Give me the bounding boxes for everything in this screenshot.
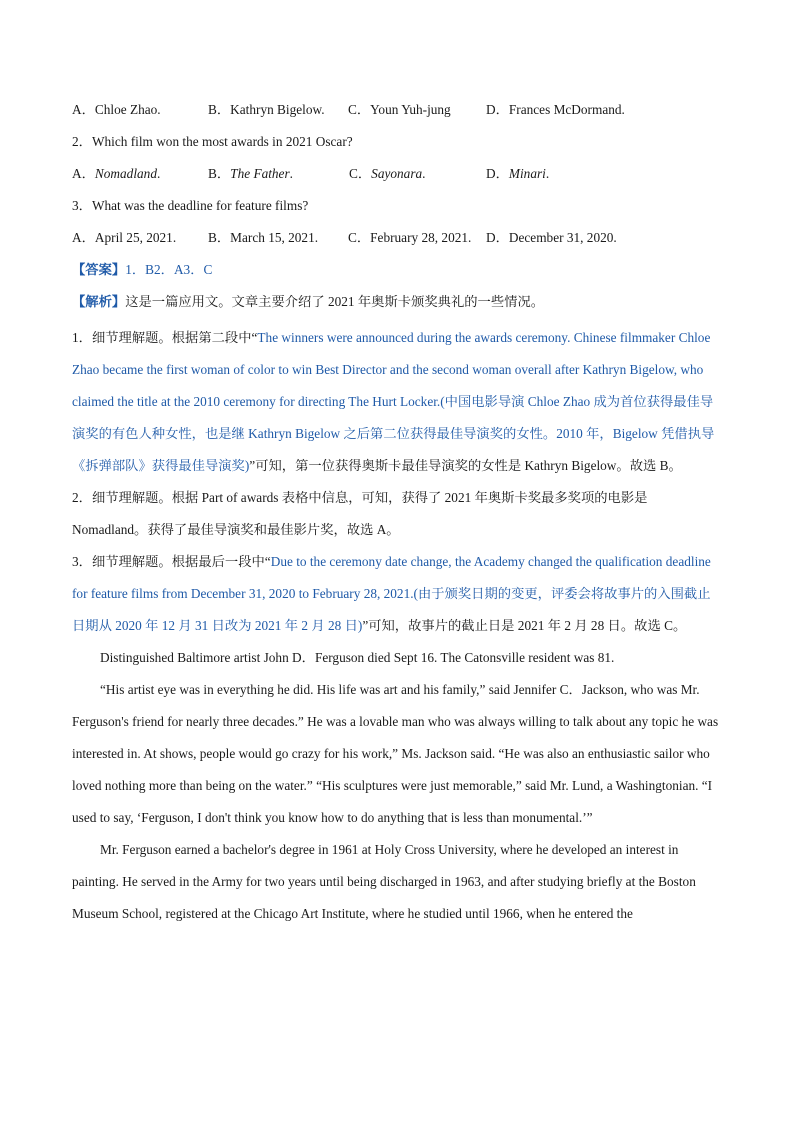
passage-paragraph-3: Mr. Ferguson earned a bachelor's degree in 1961 at Holy Cross University, where he developed an interest in painting. He served in the Army for two years until being discharged in 1963, and after studying briefly at the Boston Museum School, registered at the Chicago Art Institute, where he studied until 1966, when he entered the — [72, 842, 696, 921]
passage — [72, 642, 722, 930]
passage-paragraph-2: “His artist eye was in everything he did. His life was art and his family,” said Jennifer C．Jackson, who was Mr. Ferguson's friend for nearly three decades.” He was a lovable man who was always willing to talk about any topic he was interested in. At shows, people would go crazy for his work,” Ms. Jackson said. “He was also an enthusiastic sailor who loved nothing more than being on the water.” “His sculptures were just memorable,” said Mr. Lund, a Washingtonian. “I used to say, ‘Ferguson, I don't think you know how to do anything that is less than monumental.’” — [72, 682, 719, 825]
analysis-item-2-text: 2．细节理解题。根据 Part of awards 表格中信息，可知，获得了 2021 年奥斯卡奖最多奖项的电影是 Nomadland。获得了最佳导演奖和最佳影片奖，故选 A。 — [72, 490, 648, 537]
question-2-stem: 2．Which film won the most awards in 2021 Oscar? — [72, 134, 353, 149]
answer-line — [72, 258, 722, 290]
q3-option-c[interactable]: C．February 28, 2021. — [348, 230, 472, 245]
q2-option-d-text: Minari — [508, 166, 546, 181]
q2-option-c-end: . — [422, 166, 426, 181]
q3-option-d[interactable]: D．December 31, 2020. — [486, 230, 617, 245]
q1-option-d[interactable]: D．Frances McDormand. — [486, 102, 625, 117]
q1-option-a[interactable]: A．Chloe Zhao. — [72, 102, 161, 117]
document-page — [72, 98, 722, 930]
answer-tag: 【答案】 — [72, 262, 126, 277]
q2-option-a-letter: A． — [72, 166, 95, 181]
q2-option-b-end: . — [289, 166, 293, 181]
q2-option-c[interactable] — [349, 162, 486, 194]
analysis-item-3-suffix: ”可知，故事片的截止日是 2021 年 2 月 28 日。故选 C。 — [362, 618, 687, 633]
q2-option-b[interactable] — [208, 162, 349, 194]
analysis-tag: 【解析】 — [72, 294, 126, 309]
question-3-stem: 3．What was the deadline for feature films? — [72, 198, 309, 213]
analysis-intro-line — [72, 290, 722, 322]
q2-option-b-text: The Father — [230, 166, 290, 181]
analysis-item-1 — [72, 322, 722, 482]
analysis-item-3-prefix: 3．细节理解题。根据最后一段中“ — [72, 554, 271, 569]
passage-paragraph-1: Distinguished Baltimore artist John D．Ferguson died Sept 16. The Catonsville resident was 81. — [100, 650, 615, 665]
q2-option-c-text: Sayonara — [371, 166, 423, 181]
analysis-item-1-prefix: 1．细节理解题。根据第二段中“ — [72, 330, 258, 345]
analysis-item-1-suffix: ”可知，第一位获得奥斯卡最佳导演奖的女性是 Kathryn Bigelow。故选 B。 — [249, 458, 682, 473]
q2-option-a-text: Nomadland — [94, 166, 157, 181]
q2-option-d-end: . — [545, 166, 550, 181]
q1-option-b[interactable]: B．Kathryn Bigelow. — [208, 102, 325, 117]
q3-option-a[interactable]: A．April 25, 2021. — [72, 230, 177, 245]
q2-option-d-letter: D． — [486, 166, 509, 181]
q2-option-b-letter: B． — [208, 166, 231, 181]
q2-option-c-letter: C． — [349, 166, 372, 181]
question-1-options — [72, 98, 722, 130]
q1-option-c[interactable]: C．Youn Yuh-jung — [348, 102, 451, 117]
question-3-options — [72, 226, 722, 258]
analysis-item-3-quote: Due to the ceremony date change, the Academy changed the qualification deadline for feature films from December 31, 2020 to February 28, 2021.(由于颁奖日期的变更，评委会将故事片的入围截止日期从 2020 年 12 月 31 日改为 2021 年 2 月 28 日) — [72, 554, 711, 633]
analysis-intro: 这是一篇应用文。文章主要介绍了 2021 年奥斯卡颁奖典礼的一些情况。 — [125, 294, 545, 309]
q3-option-b[interactable]: B．March 15, 2021. — [208, 230, 319, 245]
question-2-options — [72, 162, 722, 194]
q2-option-a-end: . — [156, 166, 161, 181]
analysis-item-2 — [72, 482, 722, 546]
answer-value: 1．B2．A3．C — [125, 262, 213, 277]
q2-option-a[interactable] — [72, 162, 208, 194]
analysis-item-3 — [72, 546, 722, 642]
analysis-item-1-quote: The winners were announced during the awards ceremony. Chinese filmmaker Chloe Zhao became the first woman of color to win Best Director and the second woman overall after Kathryn Bigelow, who claimed the title at the 2010 ceremony for directing The Hurt Locker.(中国电影导演 Chloe Zhao 成为首位获得最佳导演奖的有色人种女性，也是继 Kathryn Bigelow 之后第二位获得最佳导演奖的女性。2010 年，Bigelow 凭借执导《拆弹部队》获得最佳导演奖) — [72, 330, 715, 473]
q2-option-d[interactable] — [486, 162, 549, 194]
